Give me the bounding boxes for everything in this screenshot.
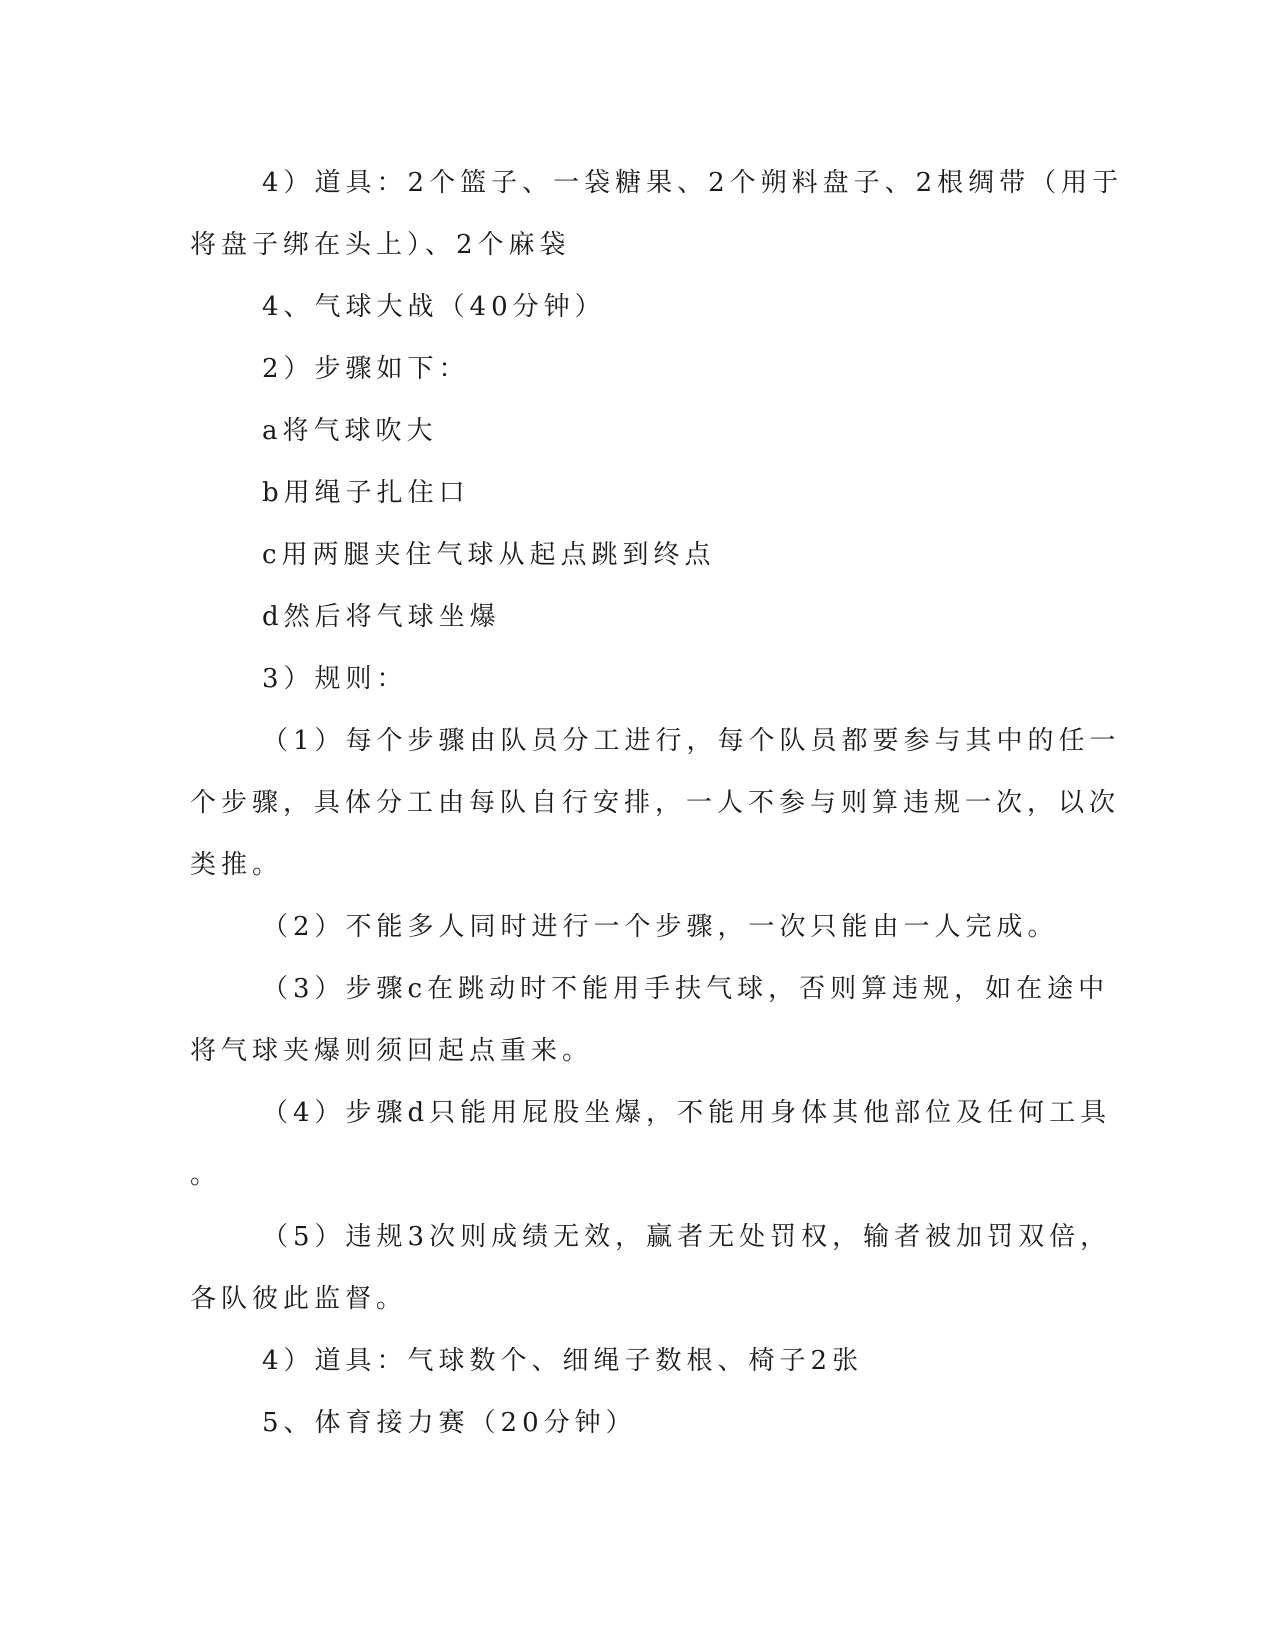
props-line-2: 将盘子绑在头上）、2个麻袋 xyxy=(190,230,571,260)
rule-1-line-1: （1）每个步骤由队员分工进行，每个队员都要参与其中的任一 xyxy=(262,726,1121,756)
rule-4-line-1: （4）步骤d只能用屁股坐爆，不能用身体其他部位及任何工具 xyxy=(262,1098,1112,1128)
props-balloon: 4）道具：气球数个、细绳子数根、椅子2张 xyxy=(262,1346,864,1376)
rule-5-line-1: （5）违规3次则成绩无效，赢者无处罚权，输者被加罚双倍， xyxy=(262,1222,1112,1252)
rule-2: （2）不能多人同时进行一个步骤，一次只能由一人完成。 xyxy=(262,912,1059,942)
step-c: c用两腿夹住气球从起点跳到终点 xyxy=(262,540,716,570)
rule-4-line-2: 。 xyxy=(190,1160,222,1190)
section-heading-balloon-battle: 4、气球大战（40分钟） xyxy=(262,292,606,322)
step-d: d然后将气球坐爆 xyxy=(262,602,501,632)
steps-heading: 2）步骤如下： xyxy=(262,354,470,384)
rule-5-line-2: 各队彼此监督。 xyxy=(190,1284,408,1314)
rule-1-line-2: 个步骤，具体分工由每队自行安排，一人不参与则算违规一次，以次 xyxy=(190,788,1121,818)
step-b: b用绳子扎住口 xyxy=(262,478,470,508)
step-a: a将气球吹大 xyxy=(262,416,438,446)
rule-1-line-3: 类推。 xyxy=(190,850,284,880)
rule-3-line-2: 将气球夹爆则须回起点重来。 xyxy=(190,1036,594,1066)
section-heading-relay: 5、体育接力赛（20分钟） xyxy=(262,1408,637,1438)
props-line-1: 4）道具：2个篮子、一袋糖果、2个朔料盘子、2根绸带（用于 xyxy=(262,168,1124,198)
rule-3-line-1: （3）步骤c在跳动时不能用手扶气球，否则算违规，如在途中 xyxy=(262,974,1110,1004)
rules-heading: 3）规则： xyxy=(262,664,408,694)
